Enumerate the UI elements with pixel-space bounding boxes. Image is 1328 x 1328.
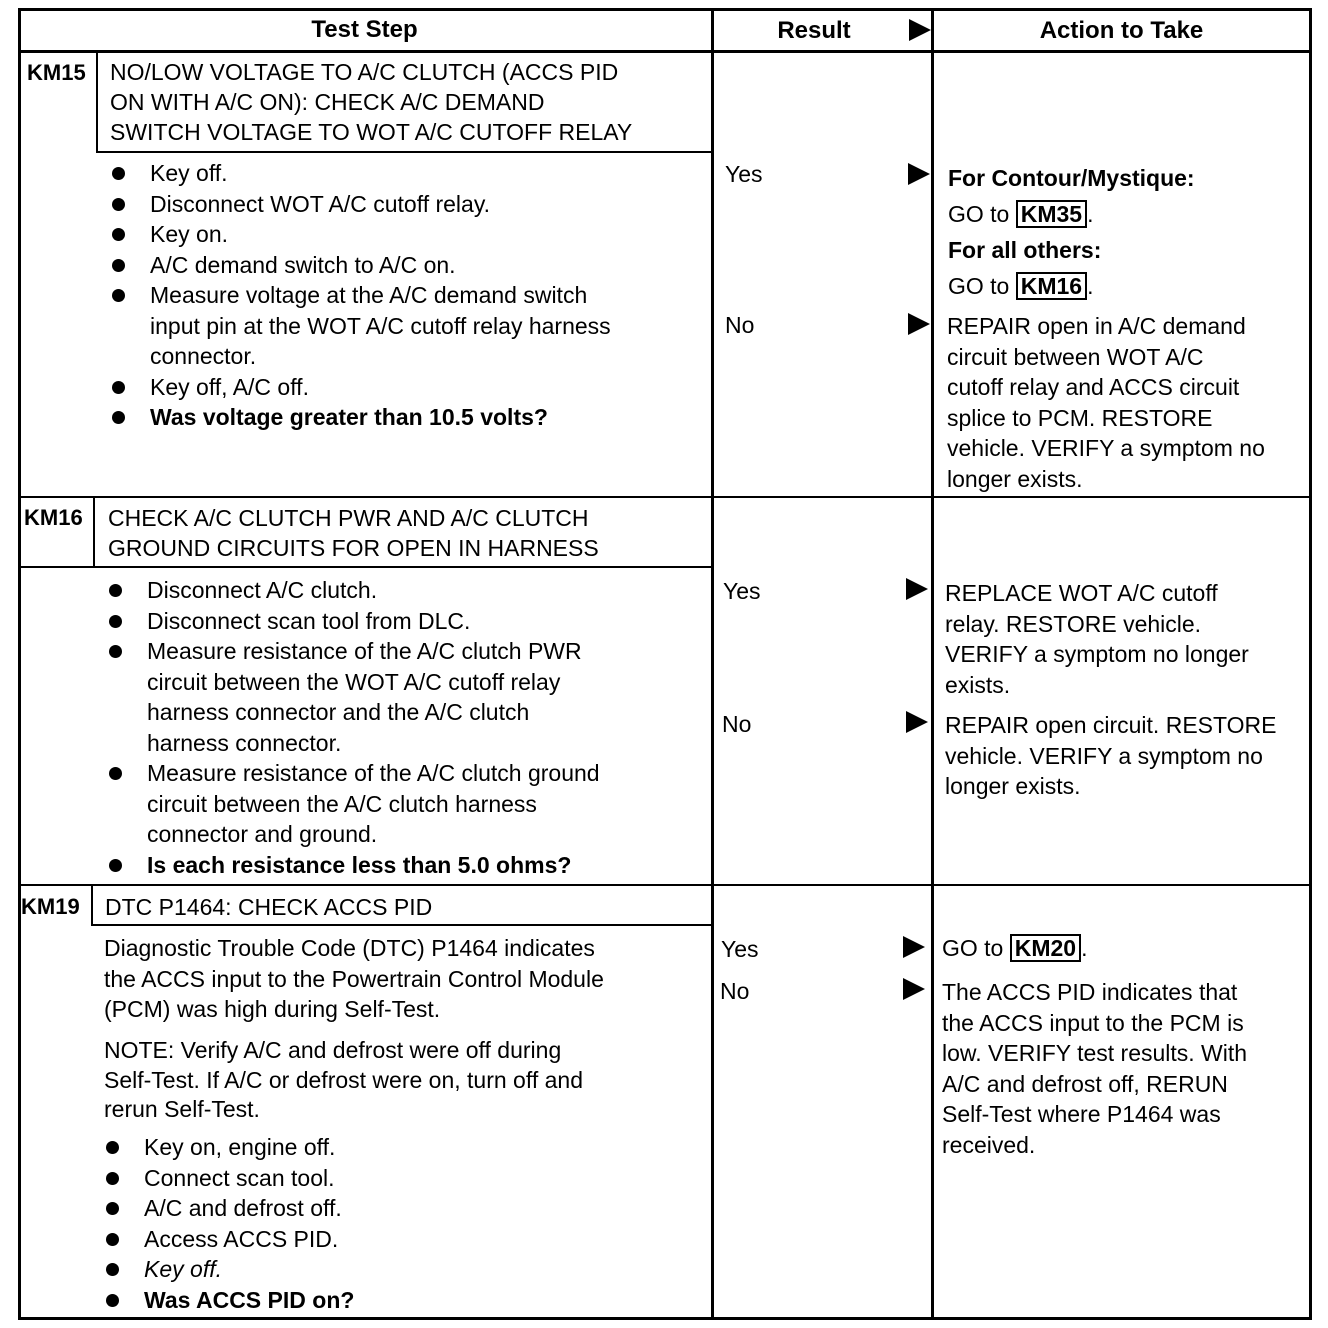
header-test-step: Test Step <box>311 16 418 43</box>
arrow-icon <box>908 313 930 335</box>
arrow-icon <box>903 978 925 1000</box>
col-divider-1 <box>711 8 714 1320</box>
result-no-km16: No <box>722 711 752 737</box>
result-no-km15: No <box>725 312 755 338</box>
arrow-icon <box>908 163 930 185</box>
border-bottom <box>18 1317 1312 1320</box>
result-no-km19: No <box>720 978 750 1004</box>
note-km19: NOTE: Verify A/C and defrost were off during Self-Test. If A/C or defrost were on, turn off and rerun Self-Test. <box>104 1037 583 1122</box>
list-item: Connect scan tool. <box>102 1163 354 1194</box>
list-item: Measure resistance of the A/C clutch ground circuit between the A/C clutch harness connector and ground. <box>105 758 600 850</box>
border-left <box>18 8 21 1320</box>
list-item: Key on. <box>108 219 611 250</box>
list-item: Measure resistance of the A/C clutch PWR circuit between the WOT A/C cutoff relay harness connector and the A/C clutch harness connector. <box>105 636 600 758</box>
step-code-km19: KM19 <box>21 894 80 919</box>
list-item: A/C and defrost off. <box>102 1193 354 1224</box>
row-divider-km19 <box>18 884 1312 886</box>
header-action: Action to Take <box>1039 17 1204 44</box>
diagnostic-table <box>18 8 1312 1320</box>
code-divider-km16 <box>93 498 95 566</box>
step-title-km16: CHECK A/C CLUTCH PWR AND A/C CLUTCH GROUND CIRCUITS FOR OPEN IN HARNESS <box>108 505 599 561</box>
step-code-km15: KM15 <box>27 60 86 85</box>
result-yes-km15: Yes <box>725 161 763 187</box>
list-item: Disconnect WOT A/C cutoff relay. <box>108 189 611 220</box>
step-list-km16 <box>105 575 600 880</box>
list-item: Key off, A/C off. <box>108 372 611 403</box>
ref-km35: KM35 <box>1016 200 1087 228</box>
title-underline-km15 <box>96 151 711 153</box>
list-item: Was ACCS PID on? <box>102 1285 354 1316</box>
result-yes-km19: Yes <box>721 936 759 962</box>
code-divider-km19 <box>91 886 93 926</box>
ref-km20: KM20 <box>1010 934 1081 962</box>
list-item: Is each resistance less than 5.0 ohms? <box>105 850 600 881</box>
title-underline-km16 <box>18 566 711 568</box>
arrow-icon <box>906 711 928 733</box>
action-no-km19: The ACCS PID indicates that the ACCS input to the PCM is low. VERIFY test results. With A/C and defrost off, RERUN Self-Test where P1464 was received. <box>942 979 1248 1158</box>
action-yes-km16: REPLACE WOT A/C cutoff relay. RESTORE vehicle. VERIFY a symptom no longer exists. <box>945 580 1249 698</box>
step-list-km15 <box>108 158 611 433</box>
result-yes-km16: Yes <box>723 578 761 604</box>
border-right <box>1309 8 1312 1320</box>
row-divider-km16 <box>18 496 1312 498</box>
action-no-km15: REPAIR open in A/C demand circuit between WOT A/C cutoff relay and ACCS circuit splice to PCM. RESTORE vehicle. VERIFY a symptom no longer exists. <box>947 313 1265 492</box>
list-item: Was voltage greater than 10.5 volts? <box>108 402 611 433</box>
description-km19: Diagnostic Trouble Code (DTC) P1464 indicates the ACCS input to the Powertrain Control Module (PCM) was high during Self-Test. <box>104 935 604 1022</box>
list-item: Key off. <box>108 158 611 189</box>
list-item: Measure voltage at the A/C demand switch input pin at the WOT A/C cutoff relay harness connector. <box>108 280 611 372</box>
action-no-km16: REPAIR open circuit. RESTORE vehicle. VERIFY a symptom no longer exists. <box>945 712 1277 799</box>
arrow-icon <box>909 19 931 41</box>
step-title-km19: DTC P1464: CHECK ACCS PID <box>105 894 433 920</box>
header-result: Result <box>777 17 851 44</box>
list-item: Disconnect A/C clutch. <box>105 575 600 606</box>
code-divider-km15 <box>96 52 98 152</box>
action-yes-km15: For Contour/Mystique: GO to KM35 . For all others: GO to KM16 . <box>948 165 1195 299</box>
arrow-icon <box>906 578 928 600</box>
step-list-km19 <box>102 1132 354 1315</box>
step-code-km16: KM16 <box>24 505 83 530</box>
step-title-km15: NO/LOW VOLTAGE TO A/C CLUTCH (ACCS PID ON WITH A/C ON): CHECK A/C DEMAND SWITCH VOLTAGE TO WOT A/C CUTOFF RELAY <box>110 59 633 145</box>
list-item: Key off. <box>102 1254 354 1285</box>
list-item: Disconnect scan tool from DLC. <box>105 606 600 637</box>
col-divider-2 <box>931 8 934 1320</box>
list-item: A/C demand switch to A/C on. <box>108 250 611 281</box>
ref-km16: KM16 <box>1016 272 1087 300</box>
list-item: Key on, engine off. <box>102 1132 354 1163</box>
action-yes-km19: GO to KM20 . <box>942 935 1088 961</box>
arrow-icon <box>903 936 925 958</box>
title-underline-km19 <box>91 924 711 926</box>
list-item: Access ACCS PID. <box>102 1224 354 1255</box>
